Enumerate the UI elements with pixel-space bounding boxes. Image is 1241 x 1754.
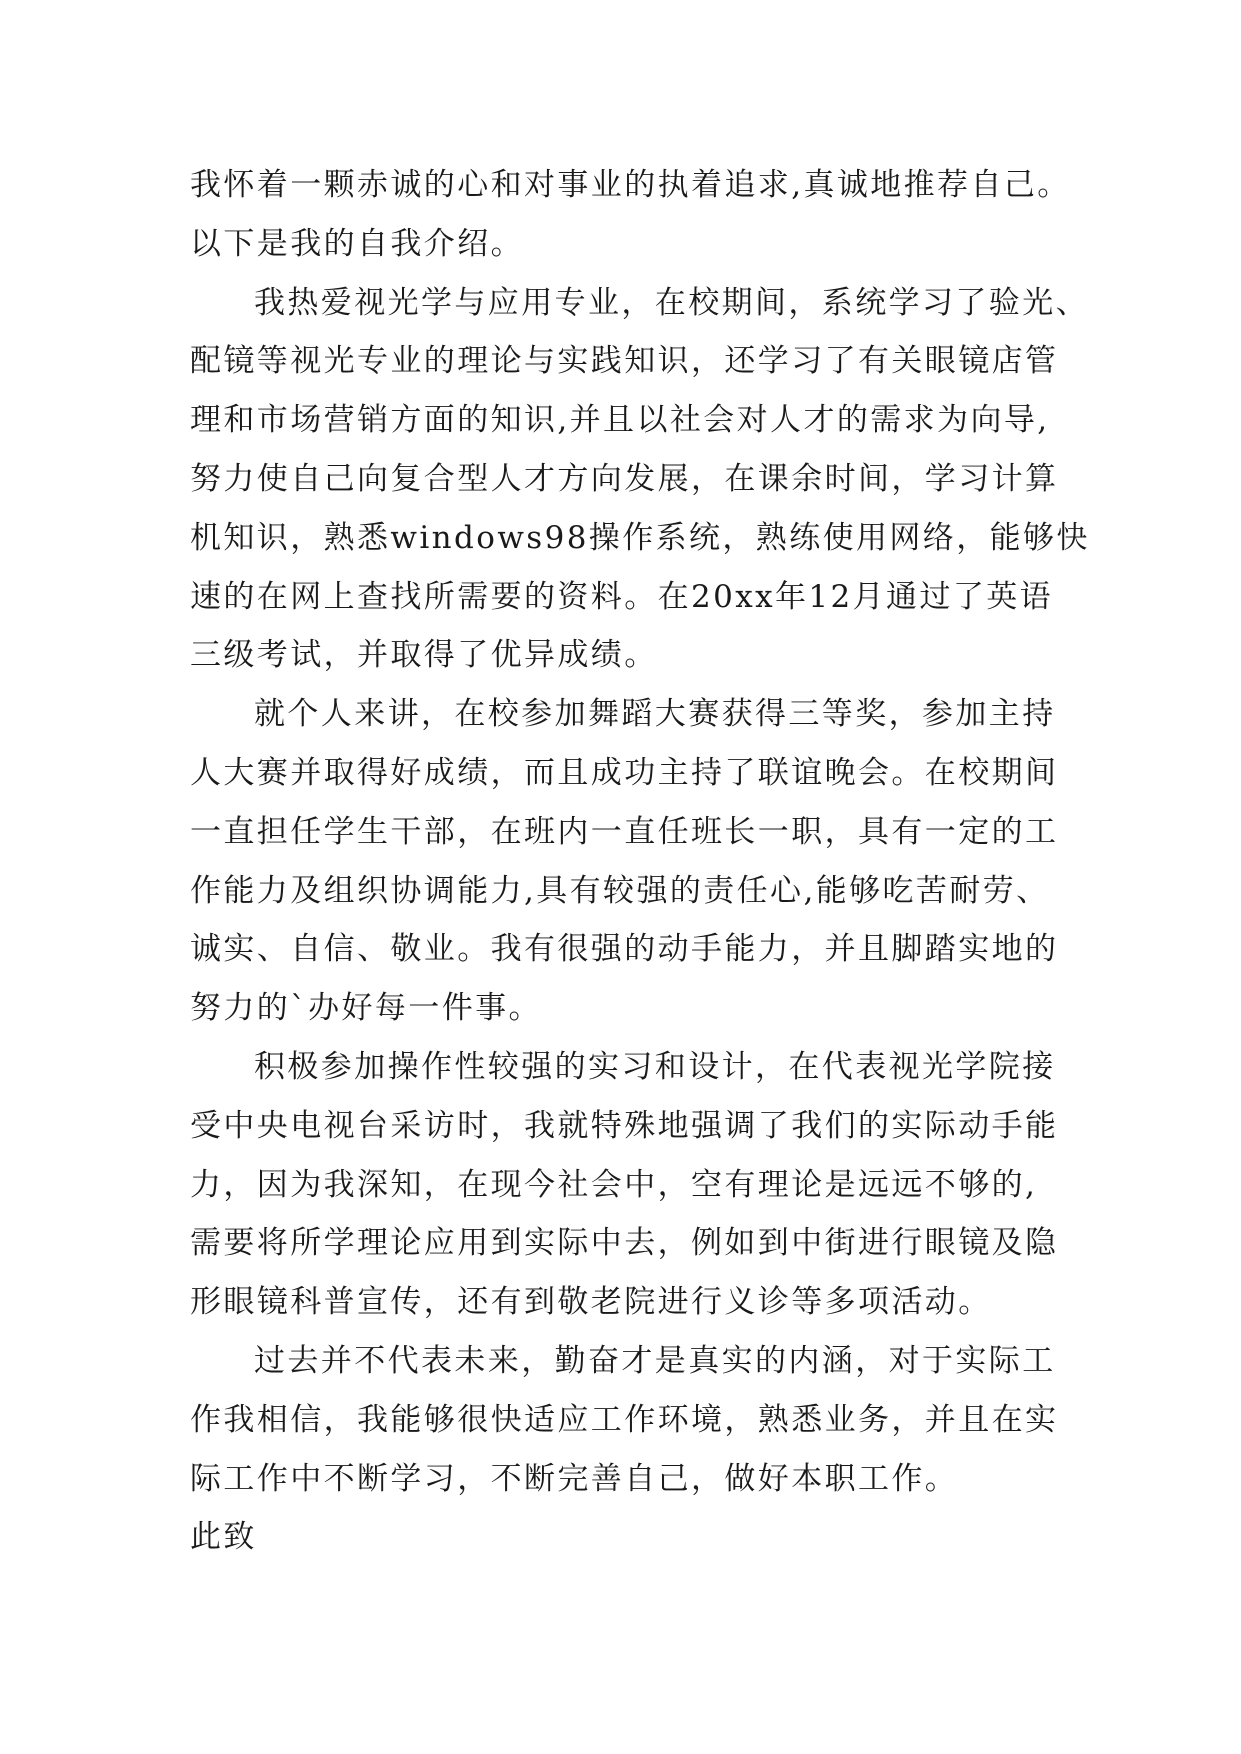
text-line: 就个人来讲，在校参加舞蹈大赛获得三等奖，参加主持 bbox=[254, 696, 1056, 733]
text-line: 努力的`办好每一件事。 bbox=[190, 990, 542, 1027]
text-line: 积极参加操作性较强的实习和设计，在代表视光学院接 bbox=[254, 1048, 1056, 1085]
text-line: 三级考试，并取得了优异成绩。 bbox=[190, 637, 658, 674]
text-line: 速的在网上查找所需要的资料。在20xx年12月通过了英语 bbox=[190, 578, 1054, 615]
paragraph-practice bbox=[190, 1038, 1150, 1332]
text-line: 一直担任学生干部，在班内一直任班长一职，具有一定的工 bbox=[190, 813, 1059, 850]
text-line: 努力使自己向复合型人才方向发展，在课余时间，学习计算 bbox=[190, 460, 1059, 497]
closing-salutation: 此致 bbox=[190, 1519, 257, 1556]
paragraph-personal bbox=[190, 685, 1150, 1038]
text-line: 人大赛并取得好成绩，而且成功主持了联谊晚会。在校期间 bbox=[190, 754, 1059, 791]
paragraph-future bbox=[190, 1332, 1150, 1508]
intro-paragraph bbox=[190, 156, 1150, 274]
text-line: 以下是我的自我介绍。 bbox=[190, 225, 524, 262]
text-line: 形眼镜科普宣传，还有到敬老院进行义诊等多项活动。 bbox=[190, 1284, 992, 1321]
text-line: 理和市场营销方面的知识,并且以社会对人才的需求为向导, bbox=[190, 402, 1050, 439]
text-line: 作我相信，我能够很快适应工作环境，熟悉业务，并且在实 bbox=[190, 1401, 1059, 1438]
paragraph-study bbox=[190, 274, 1150, 686]
text-line: 机知识，熟悉windows98操作系统，熟练使用网络，能够快 bbox=[190, 519, 1090, 556]
text-line: 作能力及组织协调能力,具有较强的责任心,能够吃苦耐劳、 bbox=[190, 872, 1050, 909]
text-line: 诚实、自信、敬业。我有很强的动手能力，并且脚踏实地的 bbox=[190, 931, 1059, 968]
text-line: 配镜等视光专业的理论与实践知识，还学习了有关眼镜店管 bbox=[190, 343, 1059, 380]
text-line: 受中央电视台采访时，我就特殊地强调了我们的实际动手能 bbox=[190, 1107, 1059, 1144]
text-line: 我热爱视光学与应用专业，在校期间，系统学习了验光、 bbox=[254, 284, 1089, 321]
text-line: 需要将所学理论应用到实际中去，例如到中街进行眼镜及隐 bbox=[190, 1225, 1059, 1262]
text-line: 力，因为我深知，在现今社会中，空有理论是远远不够的, bbox=[190, 1166, 1038, 1203]
letter-body bbox=[190, 156, 1150, 1567]
text-line: 过去并不代表未来，勤奋才是真实的内涵，对于实际工 bbox=[254, 1342, 1056, 1379]
text-line: 际工作中不断学习，不断完善自己，做好本职工作。 bbox=[190, 1460, 959, 1497]
text-line: 我怀着一颗赤诚的心和对事业的执着追求,真诚地推荐自己。 bbox=[190, 167, 1071, 203]
